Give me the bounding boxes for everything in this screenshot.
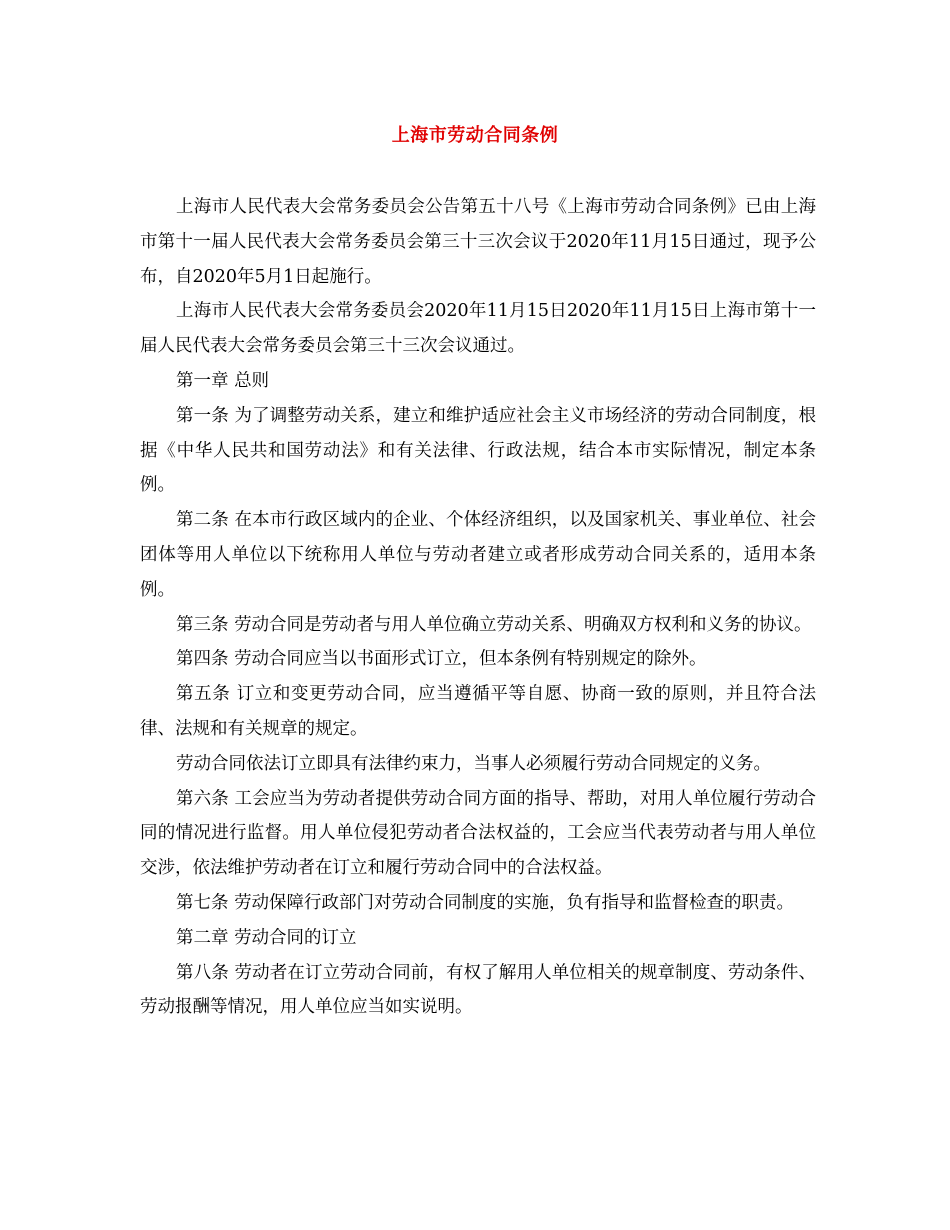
paragraph-announcement: 上海市人民代表大会常务委员会公告第五十八号《上海市劳动合同条例》已由上海市第十一届人民代表大会常务委员会第三十三次会议于2020年11月15日通过，现予公布，自2020年5月1日起施行。 [140, 197, 816, 287]
chapter-heading-2: 第二章 劳动合同的订立 [176, 927, 357, 948]
article-2: 第二条 在本市行政区域内的企业、个体经济组织，以及国家机关、事业单位、社会团体等用人单位以下统称用人单位与劳动者建立或者形成劳动合同关系的，适用本条例。 [140, 510, 816, 600]
paragraph-adoption-note: 上海市人民代表大会常务委员会2020年11月15日2020年11月15日上海市第十一届人民代表大会常务委员会第三十三次会议通过。 [140, 301, 816, 357]
article-5: 第五条 订立和变更劳动合同，应当遵循平等自愿、协商一致的原则，并且符合法律、法规和有关规章的规定。 [140, 684, 816, 739]
article-1: 第一条 为了调整劳动关系，建立和维护适应社会主义市场经济的劳动合同制度，根据《中华人民共和国劳动法》和有关法律、行政法规，结合本市实际情况，制定本条例。 [140, 405, 816, 496]
document-title: 上海市劳动合同条例 [391, 125, 559, 146]
chapter-heading-1: 第一章 总则 [176, 370, 270, 391]
article-6: 第六条 工会应当为劳动者提供劳动合同方面的指导、帮助，对用人单位履行劳动合同的情况进行监督。用人单位侵犯劳动者合法权益的，工会应当代表劳动者与用人单位交涉，依法维护劳动者在订立和履行劳动合同中的合法权益。 [140, 788, 816, 879]
article-7: 第七条 劳动保障行政部门对劳动合同制度的实施，负有指导和监督检查的职责。 [176, 892, 795, 913]
article-8: 第八条 劳动者在订立劳动合同前，有权了解用人单位相关的规章制度、劳动条件、劳动报酬等情况，用人单位应当如实说明。 [140, 962, 816, 1018]
article-5-continued: 劳动合同依法订立即具有法律约束力，当事人必须履行劳动合同规定的义务。 [176, 753, 771, 774]
article-4: 第四条 劳动合同应当以书面形式订立，但本条例有特别规定的除外。 [176, 649, 707, 670]
article-3: 第三条 劳动合同是劳动者与用人单位确立劳动关系、明确双方权利和义务的协议。 [176, 614, 812, 635]
document-body [140, 190, 816, 1025]
